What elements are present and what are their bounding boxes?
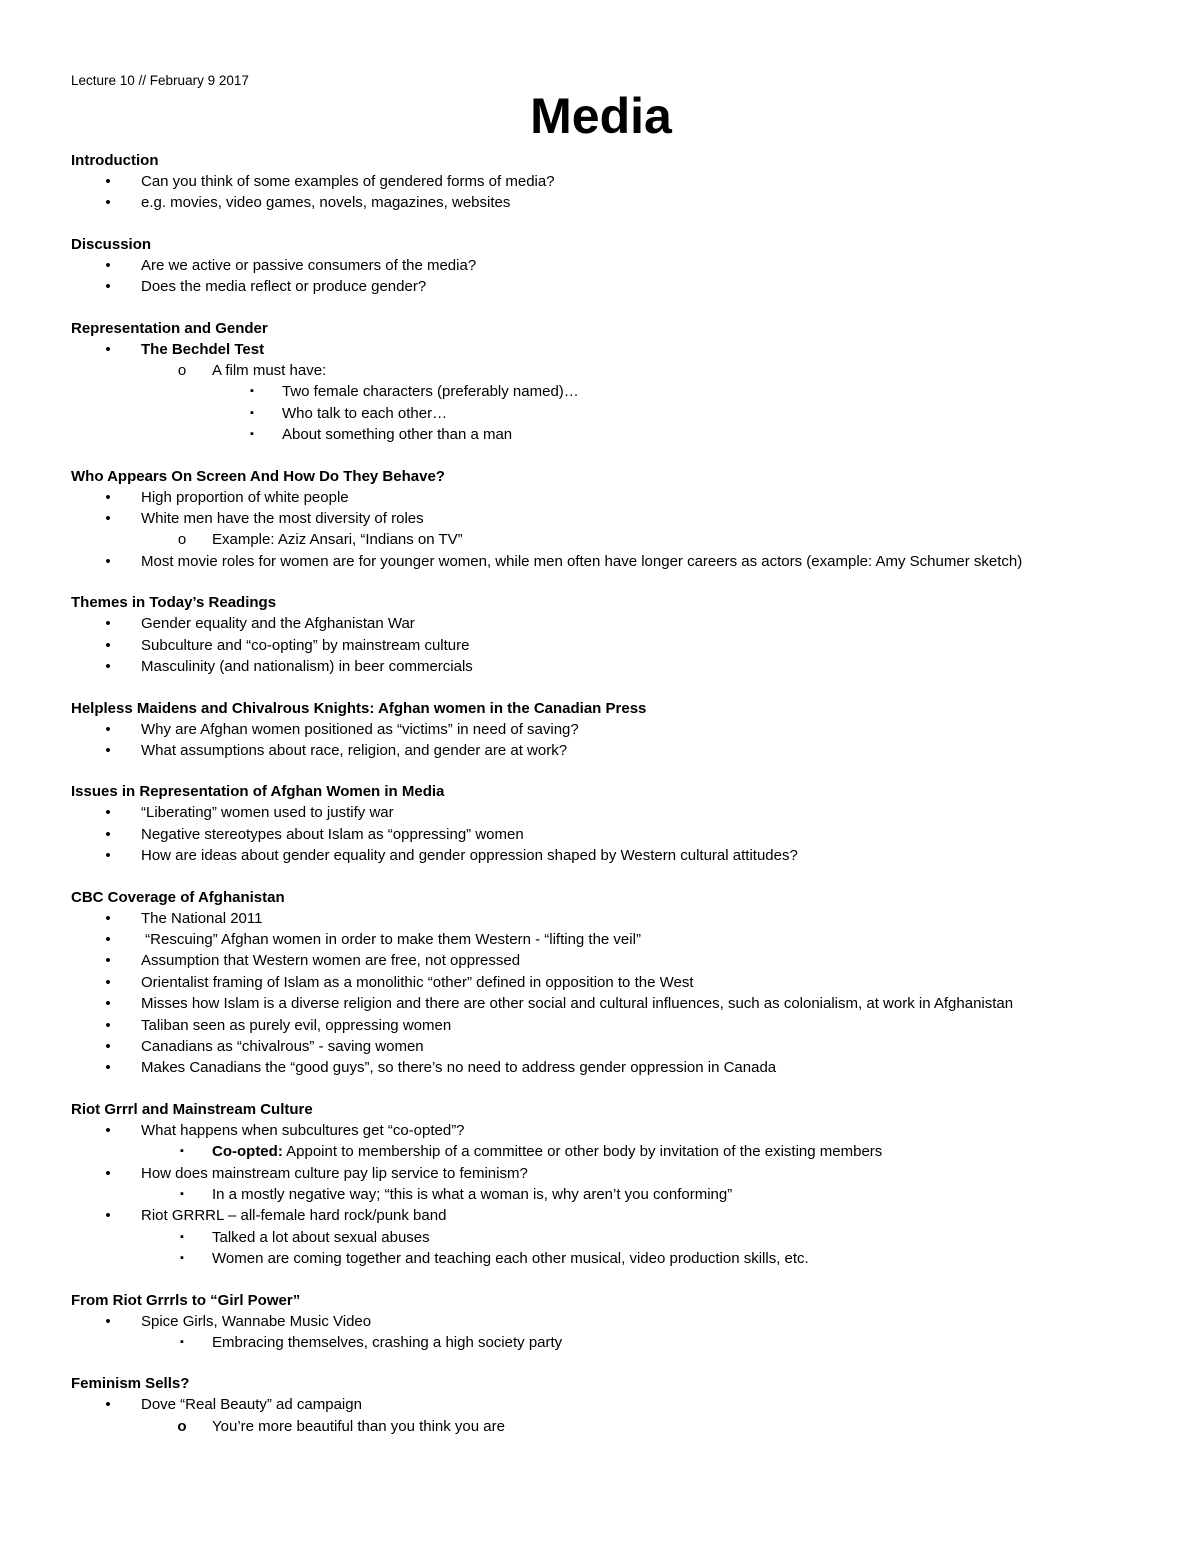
list-item bbox=[71, 1015, 1131, 1036]
list-item-text: A film must have: bbox=[212, 362, 327, 380]
list-item-text: Taliban seen as purely evil, oppressing women bbox=[141, 1016, 452, 1034]
square-bullet-icon: ▪ bbox=[180, 1336, 184, 1349]
list-item bbox=[71, 845, 1131, 866]
list-item-text: Most movie roles for women are for younger women, while men often have longer careers as actors (example: Amy Schumer sketch) bbox=[141, 552, 1023, 570]
bullet-icon: • bbox=[105, 1312, 111, 1330]
circle-bullet-icon: o bbox=[177, 531, 187, 549]
bullet-icon: • bbox=[105, 278, 111, 296]
bullet-icon: • bbox=[105, 1121, 111, 1139]
bullet-icon: • bbox=[105, 510, 111, 528]
bullet-icon: • bbox=[105, 930, 111, 948]
list-item-text: Talked a lot about sexual abuses bbox=[212, 1228, 430, 1246]
square-bullet-icon: ▪ bbox=[250, 428, 254, 441]
list-item-text: White men have the most diversity of roles bbox=[141, 510, 424, 528]
bullet-icon: • bbox=[105, 658, 111, 676]
bullet-icon: • bbox=[105, 909, 111, 927]
list-item-text: How does mainstream culture pay lip service to feminism? bbox=[141, 1164, 528, 1182]
list-item bbox=[71, 993, 1131, 1014]
list-item bbox=[71, 171, 1131, 192]
list-item-text: Can you think of some examples of gendered forms of media? bbox=[141, 173, 555, 190]
square-bullet-icon: ▪ bbox=[250, 406, 254, 419]
list-item-text: High proportion of white people bbox=[141, 488, 349, 506]
bullet-icon: • bbox=[105, 720, 111, 738]
bullet-icon: • bbox=[105, 194, 111, 212]
list-item-text: Misses how Islam is a diverse religion and there are other social and cultural influences, such as colonialism, at work in Afghanistan bbox=[141, 995, 1014, 1013]
section-heading: Themes in Today’s Readings bbox=[71, 594, 277, 612]
section-heading: Discussion bbox=[71, 235, 152, 253]
bullet-icon: • bbox=[105, 804, 111, 822]
list-item-text: e.g. movies, video games, novels, magazines, websites bbox=[141, 194, 511, 212]
list-item-text: Appoint to membership of a committee or other body by invitation of the existing members bbox=[282, 1143, 883, 1161]
list-item bbox=[71, 1205, 1131, 1226]
list-item bbox=[71, 255, 1131, 276]
section bbox=[71, 887, 1131, 1079]
list-item-text: Subculture and “co-opting” by mainstream culture bbox=[141, 636, 470, 654]
list-item-text: Who talk to each other… bbox=[282, 404, 448, 422]
section-heading: Who Appears On Screen And How Do They Behave? bbox=[71, 467, 445, 485]
document-page bbox=[71, 72, 1131, 1457]
term-label: Co-opted: bbox=[212, 1143, 283, 1161]
list-item bbox=[71, 656, 1131, 677]
notes-body bbox=[71, 150, 1131, 1437]
bullet-icon: • bbox=[105, 256, 111, 274]
list-item bbox=[71, 1163, 1131, 1184]
list-item bbox=[71, 1141, 1131, 1162]
section bbox=[71, 150, 1131, 214]
list-item-text: Women are coming together and teaching each other musical, video production skills, etc. bbox=[212, 1250, 809, 1268]
list-item bbox=[71, 1311, 1131, 1332]
bullet-icon: • bbox=[105, 1059, 111, 1077]
lecture-date-line: Lecture 10 // February 9 2017 bbox=[71, 73, 249, 88]
list-item-text: The National 2011 bbox=[141, 909, 263, 927]
list-item-text: “Liberating” women used to justify war bbox=[141, 804, 394, 822]
list-item bbox=[71, 551, 1131, 572]
list-item-text: You’re more beautiful than you think you are bbox=[212, 1417, 505, 1435]
list-item bbox=[71, 929, 1131, 950]
list-item bbox=[71, 613, 1131, 634]
list-item bbox=[71, 802, 1131, 823]
section bbox=[71, 698, 1131, 762]
list-item bbox=[71, 192, 1131, 213]
section-heading: From Riot Grrrls to “Girl Power” bbox=[71, 1291, 301, 1309]
section-heading: Introduction bbox=[71, 152, 159, 169]
section bbox=[71, 592, 1131, 677]
bullet-icon: • bbox=[105, 340, 111, 358]
list-item bbox=[71, 1248, 1131, 1269]
list-item bbox=[71, 1120, 1131, 1141]
page-title: Media bbox=[530, 88, 672, 144]
square-bullet-icon: ▪ bbox=[250, 385, 254, 398]
list-item bbox=[71, 360, 1131, 381]
circle-bullet-icon: o bbox=[177, 362, 187, 380]
list-item bbox=[71, 381, 1131, 402]
list-item bbox=[71, 824, 1131, 845]
list-item bbox=[71, 740, 1131, 761]
list-item-text: Embracing themselves, crashing a high society party bbox=[212, 1334, 563, 1352]
bullet-icon: • bbox=[105, 952, 111, 970]
section-heading: Riot Grrrl and Mainstream Culture bbox=[71, 1100, 313, 1118]
list-item bbox=[71, 1227, 1131, 1248]
section-heading: Representation and Gender bbox=[71, 319, 268, 337]
list-item bbox=[71, 403, 1131, 424]
bullet-icon: • bbox=[105, 1164, 111, 1182]
list-item-text: Negative stereotypes about Islam as “oppressing” women bbox=[141, 825, 524, 843]
list-item-text: Masculinity (and nationalism) in beer commercials bbox=[141, 658, 473, 676]
list-item-text: What assumptions about race, religion, and gender are at work? bbox=[141, 741, 568, 759]
list-item-text: In a mostly negative way; “this is what a woman is, why aren’t you conforming” bbox=[212, 1186, 733, 1203]
list-item-text: Does the media reflect or produce gender? bbox=[141, 278, 427, 296]
list-item-text: “Rescuing” Afghan women in order to make them Western - “lifting the veil” bbox=[141, 930, 641, 948]
list-item bbox=[71, 635, 1131, 656]
list-item-text: What happens when subcultures get “co-opted”? bbox=[141, 1121, 465, 1139]
square-bullet-icon: ▪ bbox=[180, 1230, 184, 1243]
list-item bbox=[71, 529, 1131, 550]
section bbox=[71, 318, 1131, 446]
list-item bbox=[71, 424, 1131, 445]
list-item bbox=[71, 1416, 1131, 1437]
list-item-text: Riot GRRRL – all-female hard rock/punk band bbox=[141, 1207, 447, 1225]
list-item-text: Are we active or passive consumers of the media? bbox=[141, 256, 477, 274]
bullet-icon: • bbox=[105, 1016, 111, 1034]
circle-bullet-icon: o bbox=[177, 1417, 187, 1435]
bullet-icon: • bbox=[105, 995, 111, 1013]
bullet-icon: • bbox=[105, 1207, 111, 1225]
list-item bbox=[71, 508, 1131, 529]
list-item-text: Gender equality and the Afghanistan War bbox=[141, 615, 415, 633]
section bbox=[71, 234, 1131, 298]
bullet-icon: • bbox=[105, 1037, 111, 1055]
section bbox=[71, 1373, 1131, 1437]
list-item-text: Makes Canadians the “good guys”, so there’s no need to address gender oppression in Canada bbox=[141, 1059, 777, 1077]
list-item bbox=[71, 1332, 1131, 1353]
square-bullet-icon: ▪ bbox=[180, 1252, 184, 1265]
list-item bbox=[71, 1036, 1131, 1057]
list-item bbox=[71, 908, 1131, 929]
list-item-text: Two female characters (preferably named)… bbox=[282, 383, 579, 401]
square-bullet-icon: ▪ bbox=[180, 1145, 184, 1158]
list-item-text: Orientalist framing of Islam as a monolithic “other” defined in opposition to the West bbox=[141, 973, 694, 991]
bullet-icon: • bbox=[105, 973, 111, 991]
section bbox=[71, 781, 1131, 866]
section-heading: CBC Coverage of Afghanistan bbox=[71, 888, 285, 906]
section-heading: Feminism Sells? bbox=[71, 1375, 190, 1393]
list-item bbox=[71, 950, 1131, 971]
bullet-icon: • bbox=[105, 847, 111, 865]
list-item-text: Why are Afghan women positioned as “victims” in need of saving? bbox=[141, 720, 579, 738]
list-item-text: Spice Girls, Wannabe Music Video bbox=[141, 1312, 372, 1330]
list-item-text: About something other than a man bbox=[282, 426, 513, 444]
bullet-icon: • bbox=[105, 636, 111, 654]
list-item bbox=[71, 487, 1131, 508]
section bbox=[71, 466, 1131, 573]
section-heading: Helpless Maidens and Chivalrous Knights: Afghan women in the Canadian Press bbox=[71, 699, 647, 717]
bullet-icon: • bbox=[105, 1396, 111, 1414]
list-item bbox=[71, 719, 1131, 740]
list-item-text: Dove “Real Beauty” ad campaign bbox=[141, 1396, 362, 1414]
list-item-text: Assumption that Western women are free, not oppressed bbox=[141, 952, 521, 970]
list-item-text: Example: Aziz Ansari, “Indians on TV” bbox=[212, 531, 463, 549]
square-bullet-icon: ▪ bbox=[180, 1188, 184, 1200]
bullet-icon: • bbox=[105, 615, 111, 633]
bullet-icon: • bbox=[105, 552, 111, 570]
bullet-icon: • bbox=[105, 741, 111, 759]
section-heading: Issues in Representation of Afghan Women in Media bbox=[71, 783, 445, 801]
bullet-icon: • bbox=[105, 825, 111, 843]
list-item bbox=[71, 1057, 1131, 1078]
list-item-text: How are ideas about gender equality and gender oppression shaped by Western cultural attitudes? bbox=[141, 847, 798, 865]
list-item bbox=[71, 1184, 1131, 1205]
bullet-icon: • bbox=[105, 488, 111, 506]
list-item bbox=[71, 1394, 1131, 1415]
list-item bbox=[71, 276, 1131, 297]
list-item bbox=[71, 339, 1131, 360]
bullet-icon: • bbox=[105, 173, 111, 190]
list-item-text: The Bechdel Test bbox=[141, 340, 265, 358]
section bbox=[71, 1099, 1131, 1270]
list-item-text: Canadians as “chivalrous” - saving women bbox=[141, 1037, 424, 1055]
list-item bbox=[71, 972, 1131, 993]
section bbox=[71, 1290, 1131, 1354]
